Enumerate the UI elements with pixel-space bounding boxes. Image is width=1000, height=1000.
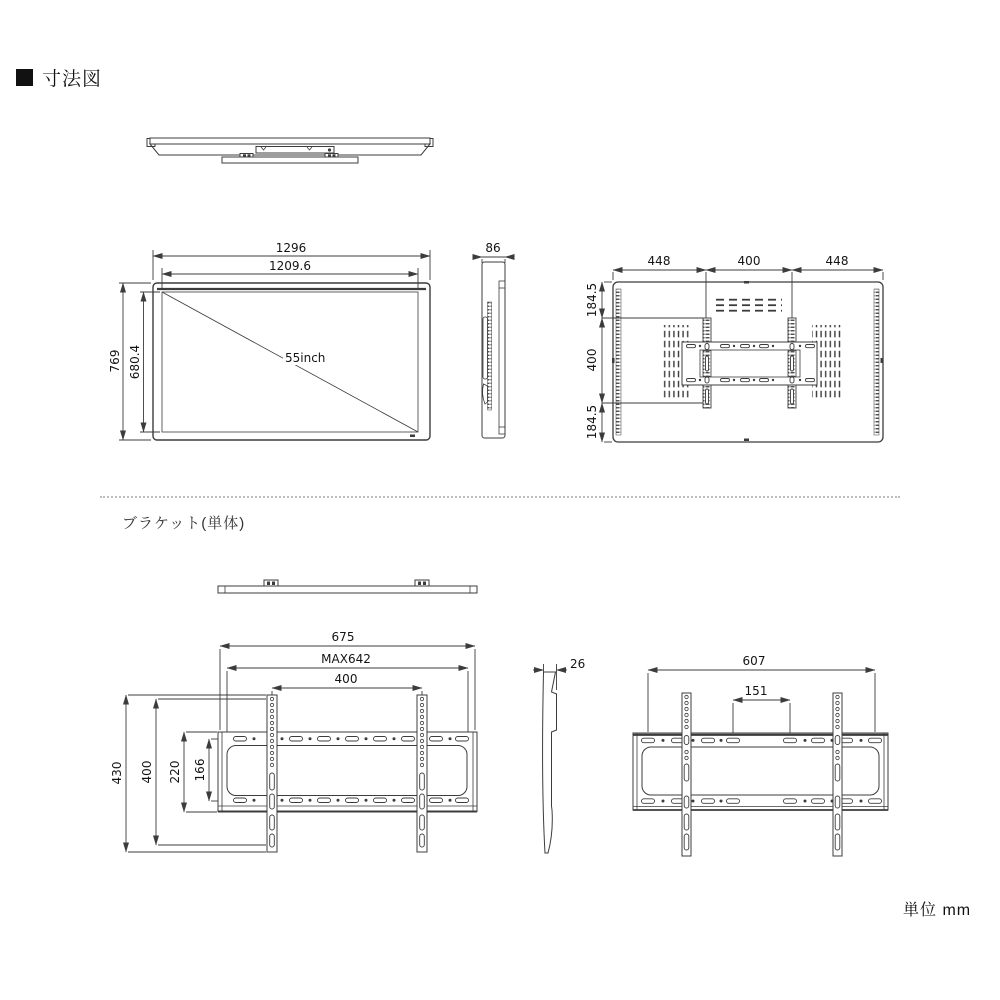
dim-display-inner-height: 680.4 [128,344,142,380]
dim-rear-top-span: 184.5 [585,282,599,318]
dim-display-diagonal: 55inch [285,351,326,365]
bracket-side-view [533,657,585,853]
display-side-view [474,241,513,438]
bracket-rear-view [633,654,888,856]
unit-label: 単位 mm [903,902,972,919]
dim-bracket-mount-width: 607 [742,654,766,668]
bracket-rear-right-rail [833,693,842,856]
bracket-rear-left-rail [682,693,691,856]
dim-bracket-rail-height: 400 [140,760,154,784]
dim-bracket-max-width: MAX642 [321,652,371,666]
dim-bracket-total-width: 675 [331,630,355,644]
dim-display-inner-width: 1209.6 [269,259,311,273]
bracket-front-left-rail [267,695,277,852]
bracket-front-right-rail [417,695,427,852]
bracket-front-view [110,630,477,852]
dim-rear-bottom-span: 184.5 [585,404,599,440]
bracket-section-label: ブラケット(単体) [122,515,246,532]
display-top-view [147,138,433,163]
page-title-text: 寸法図 [42,69,103,90]
dim-display-outer-height: 769 [108,349,122,373]
dim-display-depth: 86 [485,241,501,255]
dim-bracket-total-height: 430 [110,761,124,785]
dim-bracket-slot-pitch: 166 [193,758,207,782]
dim-rear-right-span: 448 [825,254,849,268]
dim-bracket-vesa-width: 400 [334,672,358,686]
bracket-top-view [218,580,477,593]
dim-bracket-center-pitch: 151 [744,684,768,698]
display-front-view [108,241,430,440]
dim-rear-vesa-width: 400 [737,254,761,268]
display-rear-view [585,254,883,442]
dim-rear-vesa-height: 400 [585,348,599,372]
dim-bracket-plate-height: 220 [168,760,182,784]
dim-rear-left-span: 448 [647,254,671,268]
dim-display-outer-width: 1296 [275,241,307,255]
dim-bracket-thickness: 26 [570,657,586,671]
